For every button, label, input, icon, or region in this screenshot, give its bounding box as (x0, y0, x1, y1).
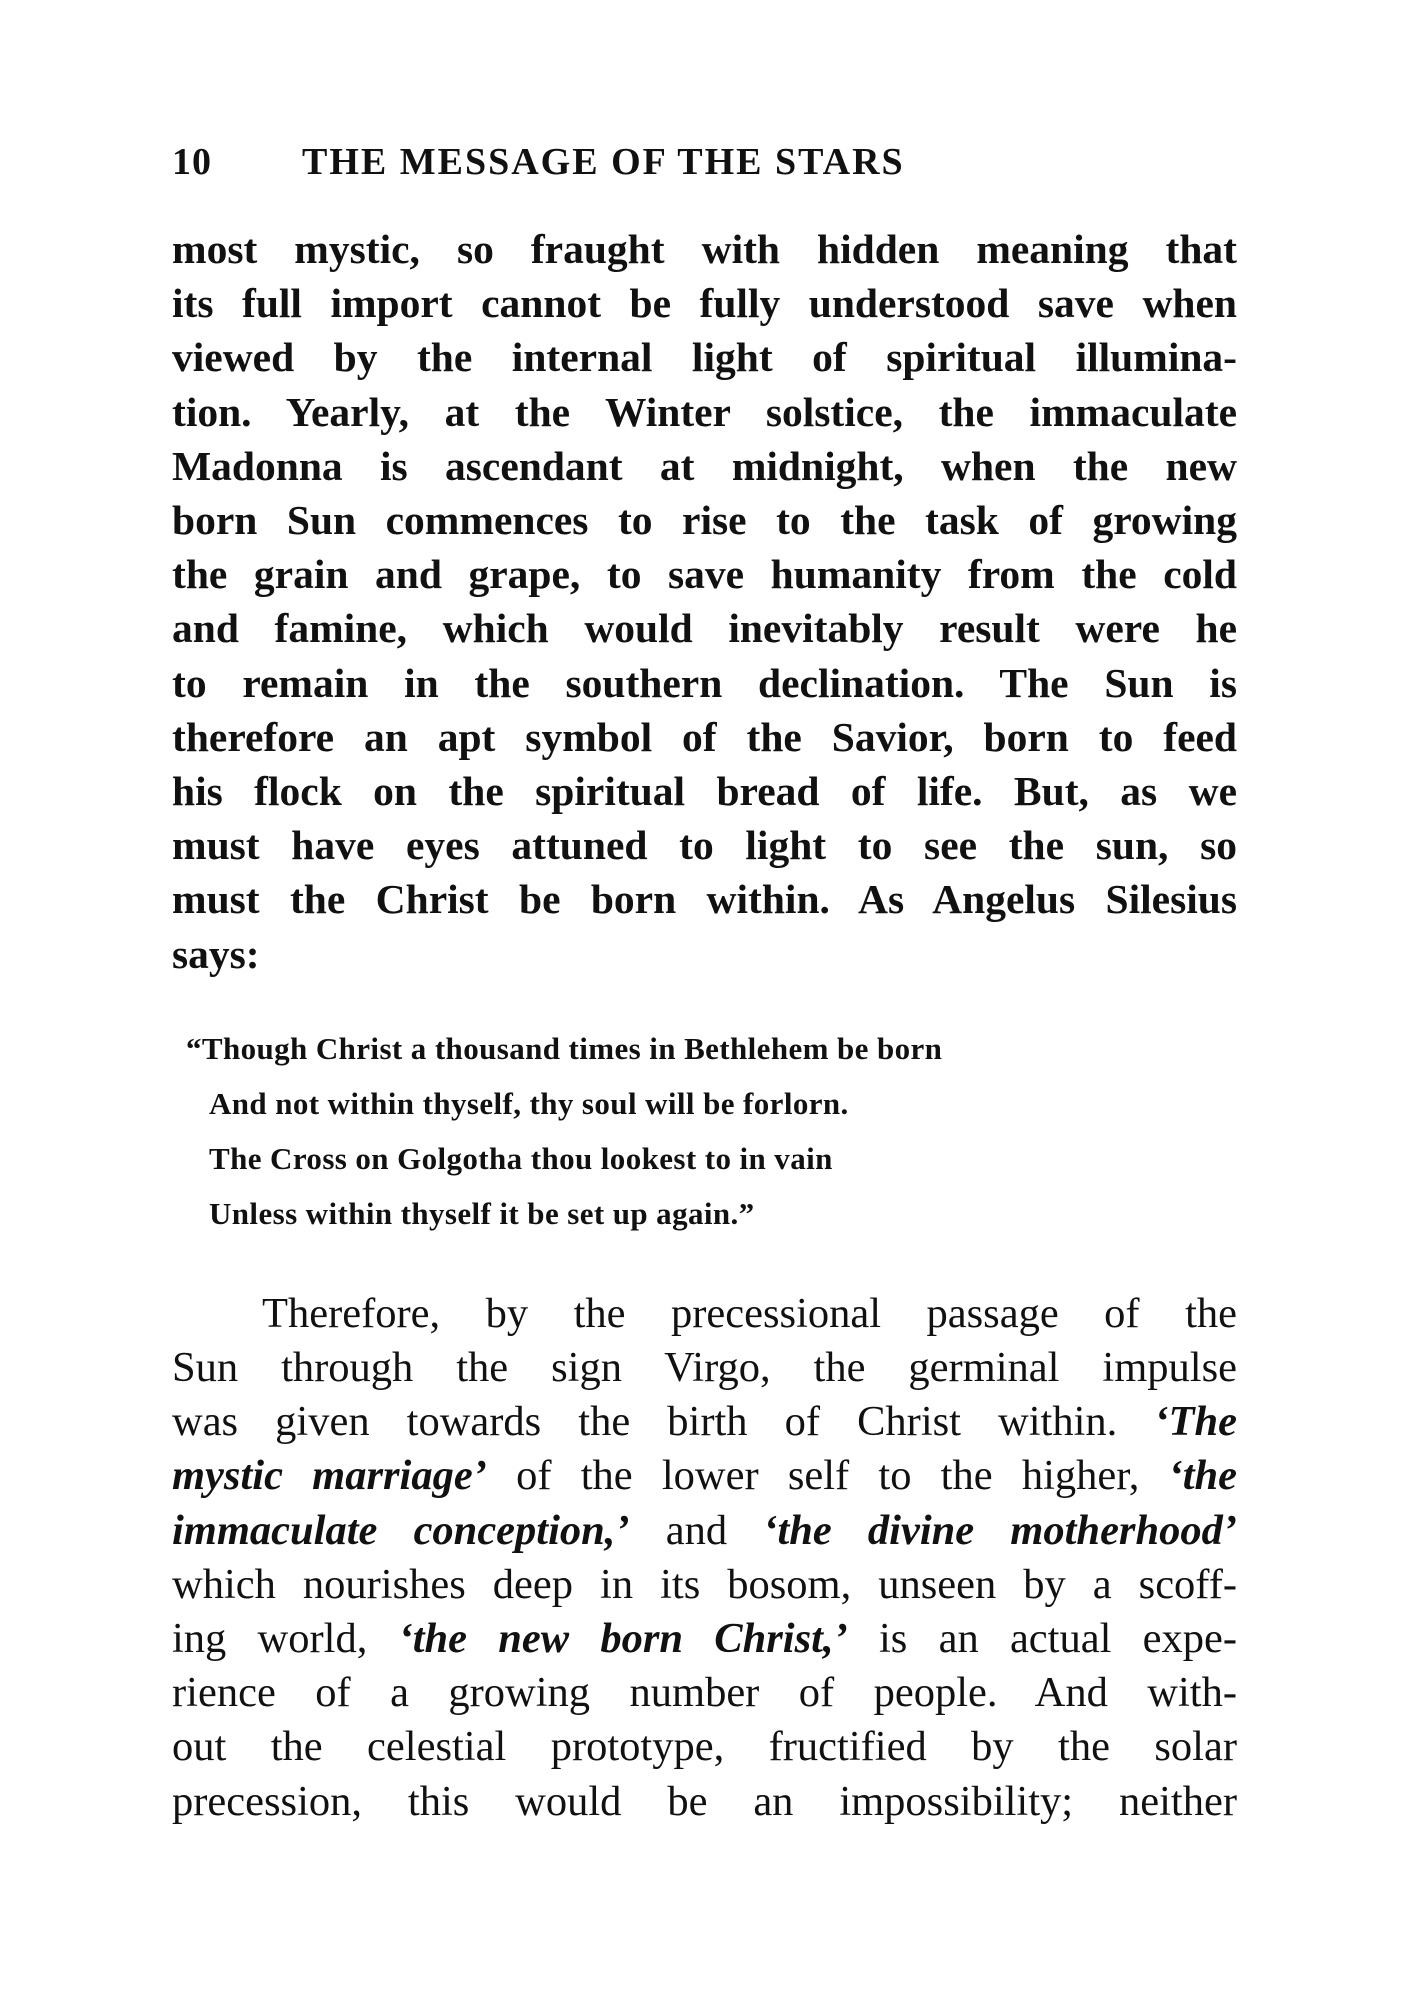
text-span: and (665, 1506, 728, 1554)
text-line: the grain and grape, to save humanity from the cold (172, 551, 1237, 598)
text-line: which nourishes deep in its bosom, unseen by a scoff- (172, 1560, 1237, 1608)
paragraph-2 (172, 1287, 1237, 1829)
italic-phrase: mystic marriage’ (172, 1452, 487, 1500)
poem-line: Unless within thyself it be set up again.” (209, 1195, 755, 1231)
book-page (172, 140, 1237, 1829)
text-line: must the Christ be born within. As Angelus Silesius (172, 876, 1237, 923)
text-line: and famine, which would inevitably result were he (172, 605, 1237, 652)
italic-phrase: ‘the new born Christ,’ (398, 1615, 848, 1663)
text-line (172, 1449, 1237, 1503)
italic-phrase: ‘the (1168, 1452, 1238, 1500)
running-title: THE MESSAGE OF THE STARS (302, 141, 905, 183)
text-line: must have eyes attuned to light to see the sun, so (172, 822, 1237, 869)
text-line: viewed by the internal light of spiritual illumina- (172, 334, 1237, 381)
text-line: its full import cannot be fully understood save when (172, 280, 1237, 327)
text-line (172, 1612, 1237, 1666)
poem-line: “Though Christ a thousand times in Bethlehem be born (186, 1030, 943, 1066)
text-span: was given towards the birth of Christ within. (172, 1398, 1118, 1446)
text-line: Therefore, by the precessional passage of the (262, 1289, 1237, 1337)
text-span: is an actual expe- (879, 1615, 1238, 1663)
italic-phrase: ‘The (1154, 1398, 1238, 1446)
text-line: precession, this would be an impossibility; neither (172, 1777, 1237, 1825)
text-line: Sun through the sign Virgo, the germinal impulse (172, 1344, 1237, 1392)
italic-phrase: ‘the divine motherhood’ (763, 1506, 1238, 1554)
text-line (172, 1504, 1237, 1558)
text-span: of the lower self to the higher, (516, 1452, 1140, 1500)
text-line: Madonna is ascendant at midnight, when the new (172, 442, 1237, 489)
text-line: out the celestial prototype, fructified by the solar (172, 1723, 1237, 1771)
running-head (172, 140, 1237, 200)
italic-phrase: immaculate conception,’ (172, 1506, 630, 1554)
text-line: to remain in the southern declination. The Sun is (172, 659, 1237, 706)
paragraph-1 (172, 222, 1237, 981)
text-span: ing world, (172, 1615, 368, 1663)
text-line (172, 1395, 1237, 1449)
poem-quotation (186, 1021, 1237, 1241)
page-number: 10 (172, 141, 212, 183)
poem-line: The Cross on Golgotha thou lookest to in vain (209, 1140, 833, 1176)
text-line: therefore an apt symbol of the Savior, born to feed (172, 713, 1237, 760)
poem-line: And not within thyself, thy soul will be forlorn. (209, 1085, 849, 1121)
text-line: born Sun commences to rise to the task of growing (172, 497, 1237, 544)
text-line: his flock on the spiritual bread of life. But, as we (172, 768, 1237, 815)
text-line: rience of a growing number of people. And with- (172, 1669, 1237, 1717)
text-line: says: (172, 930, 260, 977)
text-line: most mystic, so fraught with hidden meaning that (172, 226, 1237, 272)
text-line: tion. Yearly, at the Winter solstice, the immaculate (172, 388, 1237, 435)
